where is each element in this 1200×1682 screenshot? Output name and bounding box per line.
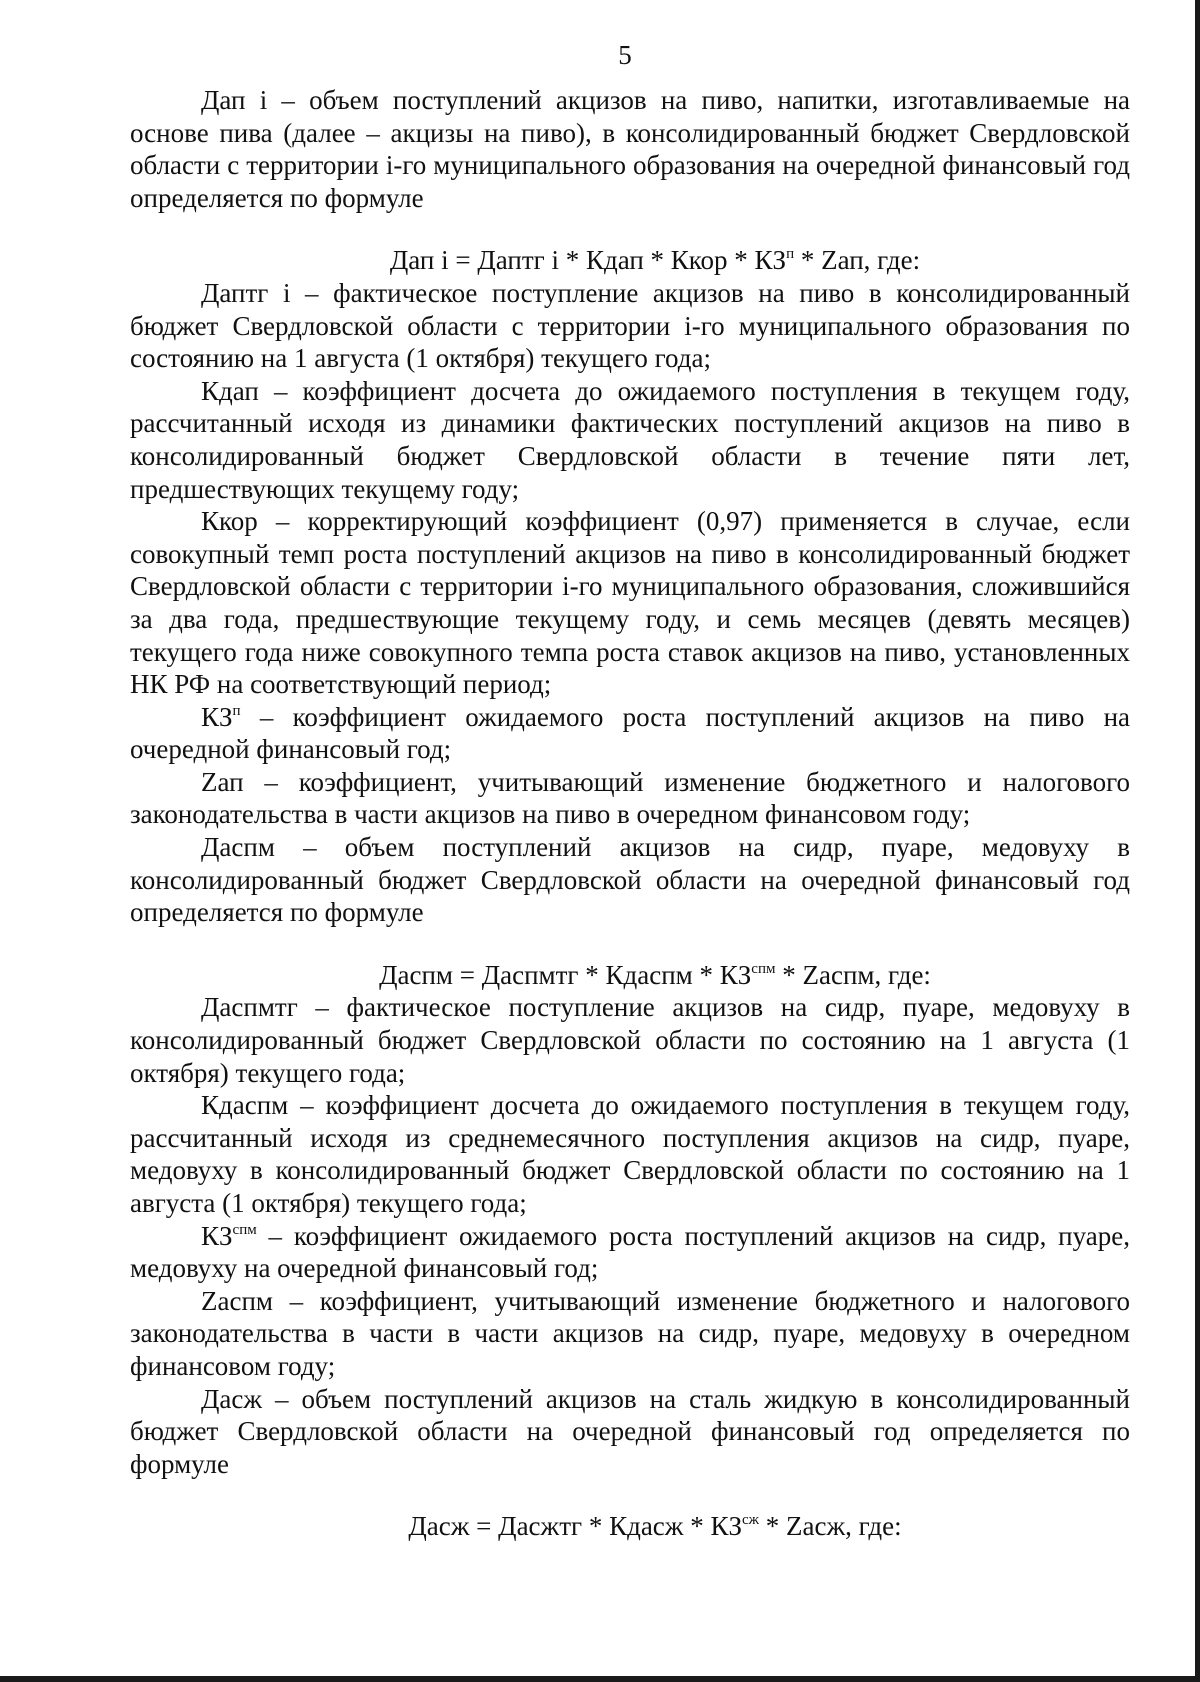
formula-dasj [130, 1510, 1130, 1543]
paragraph-daspm-definition: Даспм – объем поступлений акцизов на сидр, пуаре, медовуху в консолидированный бюджет Свердловской области на очередной финансовый год определяется по формуле [130, 832, 1130, 928]
paragraph-daspmtg: Даспмтг – фактическое поступление акцизов на сидр, пуаре, медовуху в консолидированный бюджет Свердловской области по состоянию на 1 августа (1 октября) текущего года; [130, 992, 1130, 1088]
term: КЗ [201, 701, 233, 732]
formula-main: Дап i = Даптг i * Кдап * Ккор * КЗ [389, 245, 787, 276]
formula-main: Дасж = Дасжтг * Кдасж * КЗ [408, 1511, 742, 1542]
paragraph-daptg: Даптг i – фактическое поступление акцизов на пиво в консолидированный бюджет Свердловской области с территории i-го муниципального образования по состоянию на 1 августа (1 октября) текущего года; [130, 277, 1130, 374]
scan-edge-right [1195, 0, 1200, 1682]
term-description: – коэффициент ожидаемого роста поступлений акцизов на пиво на очередной финансовый год; [130, 701, 1130, 765]
paragraph-dap-definition: Дап i – объем поступлений акцизов на пиво, напитки, изготавливаемые на основе пива (далее – акцизы на пиво), в консолидированный бюджет Свердловской области с территории i-го муниципального образования на очередной финансовый год определяется по формуле [130, 85, 1130, 213]
paragraph-zaspm: Zаспм – коэффициент, учитывающий изменение бюджетного и налогового законодательства в части в части акцизов на сидр, пуаре, медовуху в очередном финансовом году; [130, 1285, 1130, 1381]
formula-tail: * Zасж, где: [759, 1511, 902, 1542]
formula-tail: * Zаспм, где: [775, 959, 931, 990]
term-superscript: п [232, 702, 241, 719]
formula-superscript: п [786, 246, 795, 263]
paragraph-kkor: Ккор – корректирующий коэффициент (0,97) применяется в случае, если совокупный темп роста поступлений акцизов на пиво в консолидированный бюджет Свердловской области с территории i-го муниципального образования, сложившийся за два года, предшествующие текущему году, и семь месяцев (девять месяцев) текущего года ниже совокупного темпа роста ставок акцизов на пиво, установленных НК РФ на соответствующий период; [130, 506, 1130, 700]
term-description: – коэффициент ожидаемого роста поступлений акцизов на сидр, пуаре, медовуху на очередной финансовый год; [130, 1220, 1130, 1284]
paragraph-kdap: Кдап – коэффициент досчета до ожидаемого поступления в текущем году, рассчитанный исходя из динамики фактических поступлений акцизов на пиво в консолидированный бюджет Свердловской области в течение пяти лет, предшествующих текущему году; [130, 375, 1130, 504]
formula-tail: * Zап, где: [794, 245, 921, 276]
document-body [130, 84, 1130, 1543]
paragraph-zap: Zап – коэффициент, учитывающий изменение бюджетного и налогового законодательства в части акцизов на пиво в очередном финансовом году; [130, 766, 1130, 830]
scan-edge-bottom [0, 1676, 1200, 1682]
formula-daspm [130, 959, 1130, 992]
paragraph-kz-p [130, 701, 1130, 766]
formula-superscript: сж [741, 1512, 760, 1529]
formula-main: Даспм = Даспмтг * Кдаспм * КЗ [379, 959, 752, 990]
formula-dap [130, 244, 1130, 277]
term: КЗ [201, 1220, 233, 1251]
formula-superscript: спм [751, 960, 776, 977]
page-number: 5 [618, 40, 632, 70]
paragraph-kdaspm: Кдаспм – коэффициент досчета до ожидаемого поступления в текущем году, рассчитанный исходя из среднемесячного поступления акцизов на сидр, пуаре, медовуху в консолидированный бюджет Свердловской области по состоянию на 1 августа (1 октября) текущего года; [130, 1090, 1130, 1218]
paragraph-kz-spm [130, 1220, 1130, 1285]
paragraph-dasj-definition: Дасж – объем поступлений акцизов на сталь жидкую в консолидированный бюджет Свердловской области на очередной финансовый год определяется по формуле [130, 1383, 1130, 1479]
term-superscript: спм [232, 1221, 257, 1238]
